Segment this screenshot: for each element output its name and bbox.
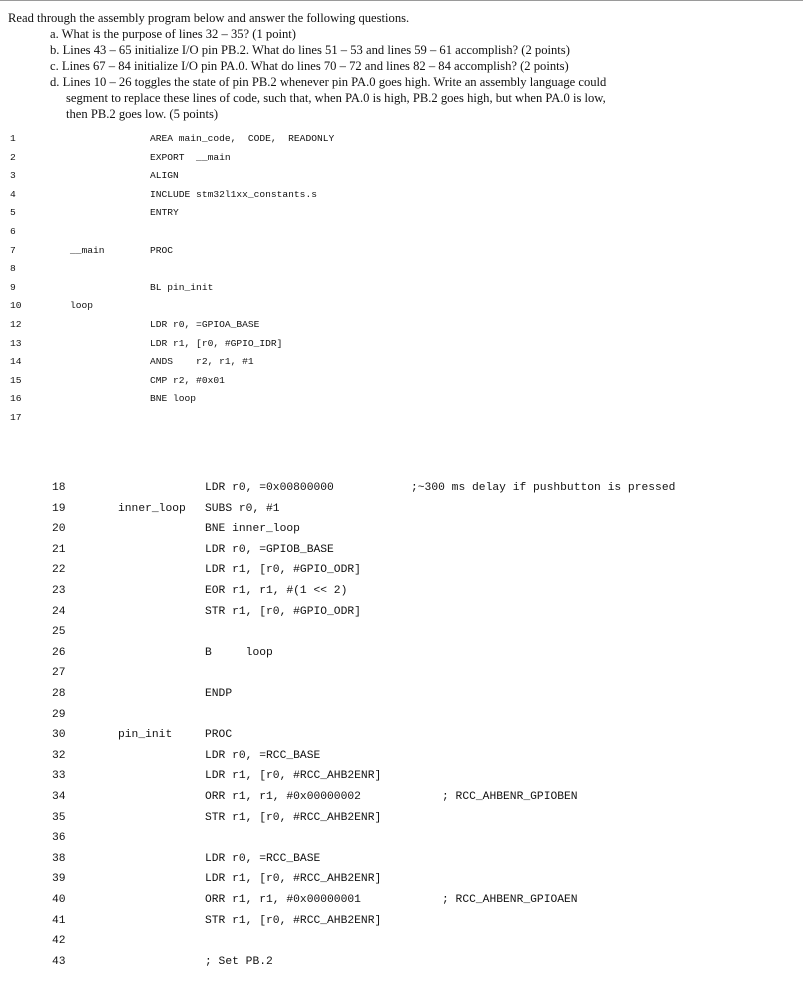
question-a-line: a. What is the purpose of lines 32 – 35? (1 point) bbox=[50, 27, 296, 41]
code-label: __main bbox=[70, 244, 105, 256]
code-instruction: LDR r0, =GPIOA_BASE bbox=[150, 319, 260, 330]
code-label: pin_init bbox=[118, 729, 173, 742]
code-line-number: 41 bbox=[52, 914, 66, 927]
question-b-line: b. Lines 43 – 65 initialize I/O pin PB.2. What do lines 51 – 53 and lines 59 – 61 accomplish? (2 points) bbox=[50, 43, 570, 57]
code-instruction: CMP r2, #0x01 bbox=[150, 374, 225, 386]
question-d-line: d. Lines 10 – 26 toggles the state of pin PB.2 whenever pin PA.0 goes high. Write an assembly language could bbox=[50, 75, 607, 89]
code-line-number: 36 bbox=[52, 832, 66, 845]
code-instruction: LDR r1, [r0, #GPIO_IDR] bbox=[150, 337, 283, 349]
code-line-number: 26 bbox=[52, 646, 66, 659]
code-instruction: LDR r0, =RCC_BASE bbox=[205, 852, 321, 865]
code-instruction: LDR r0, =RCC_BASE bbox=[205, 749, 321, 762]
code-instruction: STR r1, [r0, #GPIO_ODR] bbox=[205, 605, 361, 618]
code-instruction: LDR r1, [r0, #GPIO_ODR] bbox=[205, 564, 361, 577]
code-line-number: 43 bbox=[52, 955, 66, 968]
code-instruction: ORR r1, r1, #0x00000001 bbox=[205, 894, 361, 906]
code-instruction: ALIGN bbox=[150, 170, 179, 182]
code-instruction: EOR r1, r1, #(1 << 2) bbox=[205, 585, 348, 597]
code-comment: ; RCC_AHBENR_GPIOAEN bbox=[442, 894, 578, 906]
code-instruction: ENTRY bbox=[150, 207, 179, 219]
code-instruction: ORR r1, r1, #0x00000002 bbox=[205, 791, 361, 803]
code-line-number: 22 bbox=[52, 564, 66, 577]
code-line-number: 32 bbox=[52, 749, 66, 762]
code-line-number: 8 bbox=[10, 263, 16, 275]
code-line-number: 7 bbox=[10, 244, 16, 256]
code-line-number: 10 bbox=[10, 300, 22, 312]
code-line-number: 42 bbox=[52, 935, 66, 948]
code-instruction: BNE inner_loop bbox=[205, 523, 300, 536]
code-label: loop bbox=[70, 300, 94, 312]
code-instruction: SUBS r0, #1 bbox=[205, 502, 280, 515]
code-line-number: 17 bbox=[10, 412, 22, 423]
code-comment: ; RCC_AHBENR_GPIOBEN bbox=[442, 791, 578, 803]
code-line-number: 1 bbox=[10, 133, 16, 144]
code-line-number: 35 bbox=[52, 811, 66, 824]
code-line-number: 38 bbox=[52, 852, 66, 865]
question-d bbox=[50, 74, 606, 123]
code-line-number: 25 bbox=[52, 626, 66, 639]
top-divider bbox=[0, 0, 803, 1]
code-instruction: LDR r0, =GPIOB_BASE bbox=[205, 543, 334, 556]
code-instruction: EXPORT __main bbox=[150, 151, 231, 163]
code-instruction: PROC bbox=[150, 244, 174, 256]
code-instruction: BNE loop bbox=[150, 393, 197, 405]
instructions-intro: Read through the assembly program below and answer the following questions. bbox=[8, 11, 410, 25]
code-label: inner_loop bbox=[118, 502, 186, 515]
code-line-number: 23 bbox=[52, 585, 66, 597]
question-b bbox=[50, 42, 570, 58]
code-instruction: LDR r1, [r0, #RCC_AHB2ENR] bbox=[205, 873, 382, 886]
code-line-number: 9 bbox=[10, 281, 16, 293]
code-line-number: 28 bbox=[52, 688, 66, 700]
code-instruction: BL pin_init bbox=[150, 281, 214, 293]
code-line-number: 3 bbox=[10, 170, 16, 182]
code-line-number: 33 bbox=[52, 770, 66, 783]
question-d-line: then PB.2 goes low. (5 points) bbox=[66, 107, 219, 122]
code-line-number: 27 bbox=[52, 667, 66, 680]
code-line-number: 24 bbox=[52, 605, 66, 618]
code-instruction: B loop bbox=[205, 646, 273, 659]
code-instruction: STR r1, [r0, #RCC_AHB2ENR] bbox=[205, 811, 382, 824]
code-comment: ;~300 ms delay if pushbutton is pressed bbox=[411, 482, 676, 494]
code-instruction: AREA main_code, CODE, READONLY bbox=[150, 133, 335, 144]
code-line-number: 20 bbox=[52, 523, 66, 536]
code-instruction: LDR r1, [r0, #RCC_AHB2ENR] bbox=[205, 770, 382, 783]
code-line-number: 13 bbox=[10, 337, 22, 349]
code-line-number: 4 bbox=[10, 188, 16, 200]
code-instruction: LDR r0, =0x00800000 bbox=[205, 482, 334, 494]
question-c-line: c. Lines 67 – 84 initialize I/O pin PA.0. What do lines 70 – 72 and lines 82 – 84 accomplish? (2 points) bbox=[50, 59, 569, 73]
question-c bbox=[50, 58, 569, 74]
code-line-number: 18 bbox=[52, 482, 66, 494]
code-instruction: ; Set PB.2 bbox=[205, 955, 273, 968]
code-line-number: 14 bbox=[10, 356, 22, 368]
code-line-number: 12 bbox=[10, 319, 22, 330]
code-line-number: 34 bbox=[52, 791, 66, 803]
code-line-number: 15 bbox=[10, 374, 22, 386]
code-line-number: 30 bbox=[52, 729, 66, 742]
code-line-number: 19 bbox=[52, 502, 66, 515]
code-line-number: 16 bbox=[10, 393, 22, 405]
code-instruction: ENDP bbox=[205, 688, 233, 700]
code-instruction: INCLUDE stm32l1xx_constants.s bbox=[150, 188, 317, 200]
code-line-number: 6 bbox=[10, 226, 16, 237]
code-line-number: 40 bbox=[52, 894, 66, 906]
code-line-number: 29 bbox=[52, 708, 66, 721]
code-line-number: 39 bbox=[52, 873, 66, 886]
code-instruction: ANDS r2, r1, #1 bbox=[150, 356, 254, 368]
question-a bbox=[50, 26, 296, 42]
code-instruction: STR r1, [r0, #RCC_AHB2ENR] bbox=[205, 914, 382, 927]
code-line-number: 2 bbox=[10, 151, 16, 163]
code-line-number: 21 bbox=[52, 543, 66, 556]
code-instruction: PROC bbox=[205, 729, 233, 742]
code-line-number: 5 bbox=[10, 207, 16, 219]
question-d-line: segment to replace these lines of code, such that, when PA.0 is high, PB.2 goes high, but when PA.0 is low, bbox=[66, 91, 606, 106]
